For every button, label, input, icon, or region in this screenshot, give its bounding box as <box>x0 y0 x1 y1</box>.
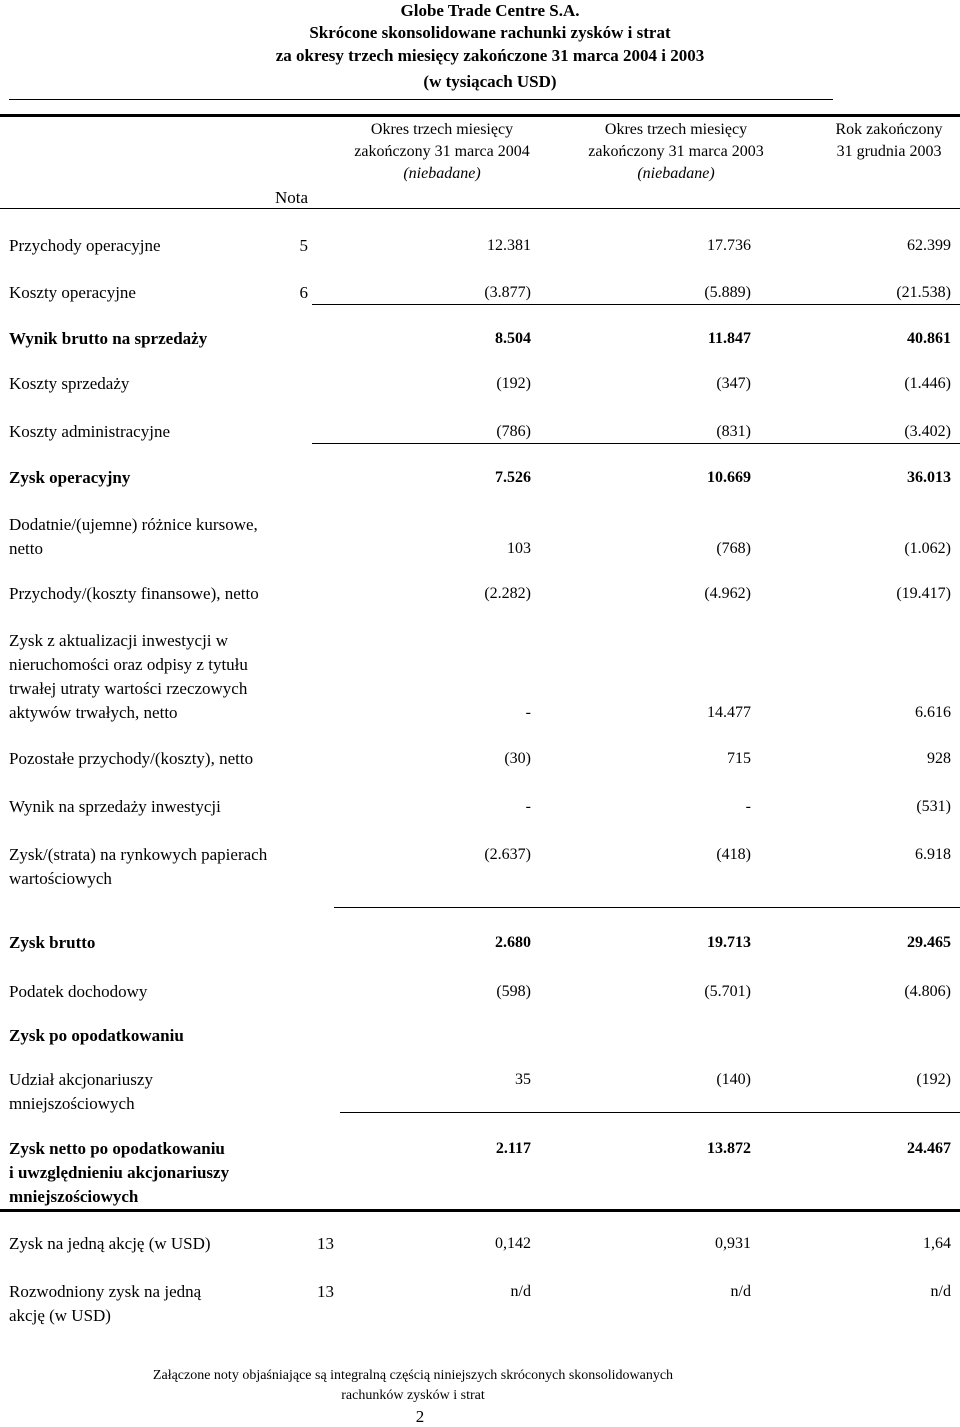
cell-value: n/d <box>510 1283 531 1300</box>
row-label-diluted-eps: Rozwodniony zysk na jedną akcję (w USD) <box>9 1282 202 1325</box>
cell-value: 19.713 <box>707 934 751 951</box>
cell-value: (786) <box>496 423 531 440</box>
cell-value: 35 <box>515 1071 531 1088</box>
cell-value: 40.861 <box>907 330 951 347</box>
statement-unit: (w tysiącach USD) <box>423 72 557 91</box>
cell-value: 62.399 <box>907 237 951 254</box>
row-note: 13 <box>317 1234 334 1253</box>
cell-value: (3.402) <box>904 423 951 440</box>
cell-value: n/d <box>930 1283 951 1300</box>
cell-value: 2.680 <box>495 934 531 951</box>
table-top-rule <box>0 114 960 117</box>
cell-value: 928 <box>927 750 951 767</box>
column-header-nota: Nota <box>274 188 308 207</box>
row-note: 13 <box>317 1282 334 1301</box>
cell-value: (768) <box>716 540 751 557</box>
row-note: 5 <box>299 236 308 255</box>
cell-value: 24.467 <box>907 1140 951 1157</box>
cell-value: (3.877) <box>484 284 531 301</box>
row-label-investment-sale-result: Wynik na sprzedaży inwestycji <box>9 797 221 816</box>
cell-value: (30) <box>504 750 531 767</box>
cell-value: (2.637) <box>484 846 531 863</box>
row-label-gross-profit: Wynik brutto na sprzedaży <box>9 329 208 348</box>
cell-value: 10.669 <box>707 469 751 486</box>
cell-value: (1.062) <box>904 540 951 557</box>
header-bottom-rule <box>0 208 960 209</box>
company-name: Globe Trade Centre S.A. <box>400 1 580 20</box>
cell-value: (1.446) <box>904 375 951 392</box>
cell-value: - <box>525 798 531 815</box>
row-label-admin-costs: Koszty administracyjne <box>9 422 170 441</box>
cell-value: 14.477 <box>707 704 751 721</box>
row-label-operating-costs: Koszty operacyjne <box>9 283 136 302</box>
row-label-minority-interest: Udział akcjonariuszy mniejszościowych <box>9 1070 153 1113</box>
cell-value: 17.736 <box>707 237 751 254</box>
row-label-other-income-costs: Pozostałe przychody/(koszty), netto <box>9 749 254 768</box>
cell-value: (531) <box>916 798 951 815</box>
cell-value: (19.417) <box>896 585 951 602</box>
row-label-fx-differences: Dodatnie/(ujemne) różnice kursowe, netto <box>9 515 258 558</box>
cell-value: 715 <box>727 750 751 767</box>
cell-value: 8.504 <box>495 330 531 347</box>
cell-value: (4.806) <box>904 983 951 1000</box>
row-label-securities-result: Zysk/(strata) na rynkowych papierach wartościowych <box>9 845 268 888</box>
cell-value: (831) <box>716 423 751 440</box>
row-label-income-tax: Podatek dochodowy <box>9 982 148 1001</box>
row-label-operating-revenue: Przychody operacyjne <box>9 236 161 255</box>
column-header-year-2003: Rok zakończony 31 grudnia 2003 <box>835 121 943 160</box>
row-label-net-profit: Zysk netto po opodatkowaniu i uwzględnieniu akcjonariuszy mniejszościowych <box>9 1139 230 1206</box>
row-label-financial-income-costs: Przychody/(koszty finansowe), netto <box>9 584 259 603</box>
column-header-q1-2004: Okres trzech miesięcy zakończony 31 marca 2004 (niebadane) <box>354 121 530 182</box>
cell-value: 36.013 <box>907 469 951 486</box>
cell-value: 12.381 <box>487 237 531 254</box>
subtotal-rule <box>312 304 960 305</box>
subtotal-rule <box>340 1112 960 1113</box>
total-double-rule <box>0 1209 960 1212</box>
cell-value: (2.282) <box>484 585 531 602</box>
cell-value: (598) <box>496 983 531 1000</box>
cell-value: n/d <box>730 1283 751 1300</box>
cell-value: 0,142 <box>495 1235 531 1252</box>
row-note: 6 <box>299 283 308 302</box>
subtotal-rule <box>334 907 960 908</box>
footer-note-line1: Załączone noty objaśniające są integralną częścią niniejszych skróconych skonsolidowanych <box>152 1368 674 1383</box>
cell-value: (192) <box>496 375 531 392</box>
cell-value: (4.962) <box>704 585 751 602</box>
cell-value: 6.918 <box>915 846 951 863</box>
cell-value: (21.538) <box>896 284 951 301</box>
statement-period: za okresy trzech miesięcy zakończone 31 marca 2004 i 2003 <box>275 46 705 65</box>
subtotal-rule <box>312 443 960 444</box>
cell-value: 13.872 <box>707 1140 751 1157</box>
cell-value: 1,64 <box>923 1235 951 1252</box>
cell-value: (192) <box>916 1071 951 1088</box>
cell-value: (5.701) <box>704 983 751 1000</box>
footer-note-line2: rachunków zysków i strat <box>341 1388 485 1403</box>
cell-value: 11.847 <box>707 330 751 347</box>
cell-value: 0,931 <box>715 1235 751 1252</box>
statement-title: Skrócone skonsolidowane rachunki zysków i strat <box>309 23 671 42</box>
cell-value: 103 <box>507 540 531 557</box>
row-label-revaluation-gain: Zysk z aktualizacji inwestycji w nieruchomości oraz odpisy z tytułu trwałej utraty wartości rzeczowych aktywów trwałych, netto <box>9 631 248 722</box>
cell-value: (347) <box>716 375 751 392</box>
row-label-profit-before-tax: Zysk brutto <box>9 933 96 952</box>
cell-value: - <box>745 798 751 815</box>
header-rule <box>9 99 833 100</box>
row-label-operating-profit: Zysk operacyjny <box>9 468 131 487</box>
cell-value: (140) <box>716 1071 751 1088</box>
row-label-eps: Zysk na jedną akcję (w USD) <box>9 1234 211 1253</box>
cell-value: 29.465 <box>907 934 951 951</box>
column-header-q1-2003: Okres trzech miesięcy zakończony 31 marca 2003 (niebadane) <box>588 121 764 182</box>
cell-value: - <box>525 704 531 721</box>
row-label-selling-costs: Koszty sprzedaży <box>9 374 130 393</box>
cell-value: 6.616 <box>915 704 951 721</box>
cell-value: (5.889) <box>704 284 751 301</box>
row-label-profit-after-tax: Zysk po opodatkowaniu <box>9 1026 184 1045</box>
page-number: 2 <box>415 1407 425 1426</box>
cell-value: 7.526 <box>495 469 531 486</box>
cell-value: 2.117 <box>495 1140 531 1157</box>
cell-value: (418) <box>716 846 751 863</box>
